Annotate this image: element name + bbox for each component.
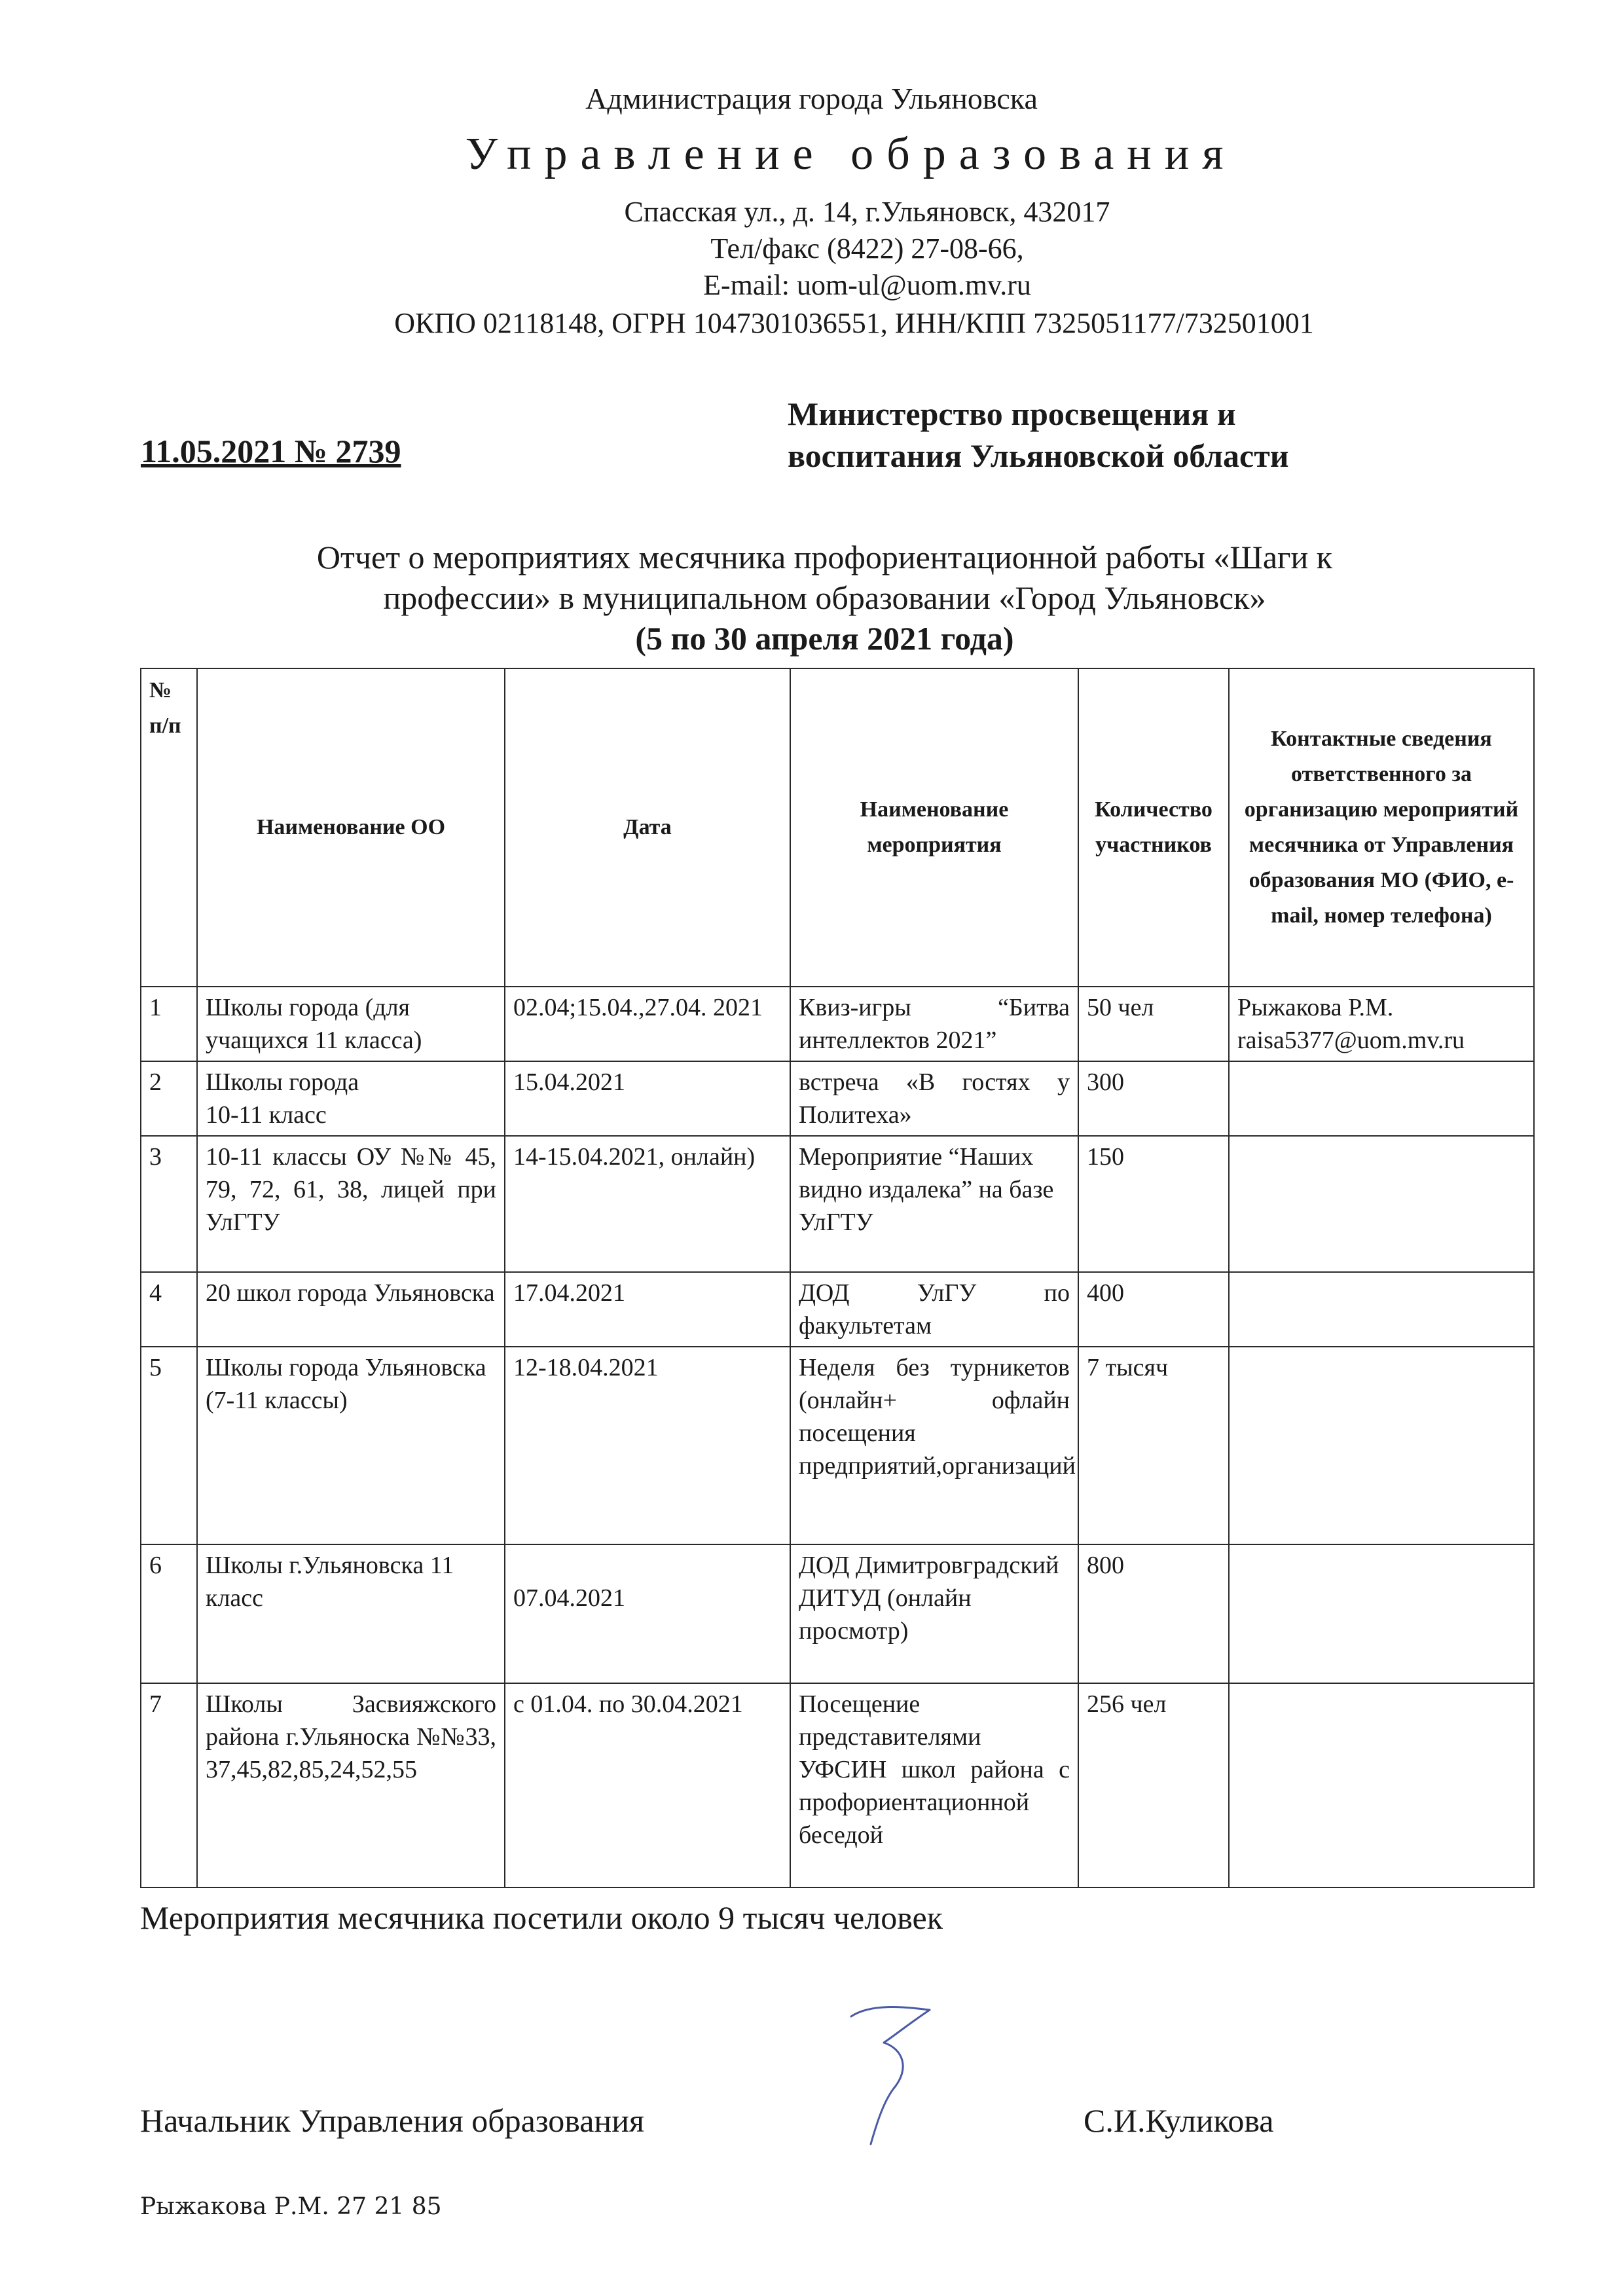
cell-org: Школы Засвияжского района г.Ульяноска №№33, 37,45,82,85,24,52,55 [197, 1683, 505, 1887]
cell-date: с 01.04. по 30.04.2021 [505, 1683, 790, 1887]
cell-event: ДОД Димитровградский ДИТУД (онлайн просмотр) [790, 1544, 1078, 1683]
table-row [141, 1061, 1534, 1136]
cell-count: 50 чел [1078, 987, 1229, 1061]
cell-num: 5 [141, 1347, 197, 1544]
recipient-line-2: воспитания Ульяновской области [788, 437, 1289, 474]
cell-count: 150 [1078, 1136, 1229, 1272]
cell-date: 02.04;15.04.,27.04. 2021 [505, 987, 790, 1061]
recipient [788, 393, 1289, 477]
cell-event: Посещение представителями УФСИН школ района с профориентационной беседой [790, 1683, 1078, 1887]
cell-count: 300 [1078, 1061, 1229, 1136]
cell-event: ДОД УлГУ по факультетам [790, 1272, 1078, 1347]
report-title [0, 537, 1623, 659]
header-org: Наименование ОО [197, 668, 505, 987]
header-num: № п/п [141, 668, 197, 987]
cell-contact [1229, 1136, 1534, 1272]
recipient-line-1: Министерство просвещения и [788, 395, 1236, 432]
signatory-position: Начальник Управления образования [140, 2102, 644, 2139]
title-line-1: Отчет о мероприятиях месячника профориентационной работы «Шаги к [316, 539, 1333, 575]
cell-org: Школы г.Ульяновска 11 класс [197, 1544, 505, 1683]
cell-org: 20 школ города Ульяновска [197, 1272, 505, 1347]
cell-num: 6 [141, 1544, 197, 1683]
contact-block [0, 194, 1623, 304]
address: Спасская ул., д. 14, г.Ульяновск, 432017 [624, 196, 1110, 228]
summary-text: Мероприятия месячника посетили около 9 тысяч человек [140, 1899, 943, 1936]
cell-contact: Рыжакова Р.М. raisa5377@uom.mv.ru [1229, 987, 1534, 1061]
cell-contact [1229, 1347, 1534, 1544]
cell-num: 1 [141, 987, 197, 1061]
table-row [141, 1544, 1534, 1683]
cell-contact [1229, 1683, 1534, 1887]
table-row [141, 1136, 1534, 1272]
cell-date: 14-15.04.2021, онлайн) [505, 1136, 790, 1272]
cell-num: 4 [141, 1272, 197, 1347]
cell-event: Неделя без турникетов (онлайн+ офлайн посещения предприятий,организаций [790, 1347, 1078, 1544]
title-line-2: профессии» в муниципальном образовании «Город Ульяновск» [383, 579, 1266, 616]
cell-count: 7 тысяч [1078, 1347, 1229, 1544]
handwritten-signature [831, 1997, 936, 2154]
cell-org: 10-11 классы ОУ №№ 45, 79, 72, 61, 38, лицей при УлГТУ [197, 1136, 505, 1272]
executor-contact: Рыжакова Р.М. 27 21 85 [140, 2193, 442, 2220]
cell-num: 7 [141, 1683, 197, 1887]
header-event: Наименование мероприятия [790, 668, 1078, 987]
cell-date: 15.04.2021 [505, 1061, 790, 1136]
cell-count: 256 чел [1078, 1683, 1229, 1887]
cell-num: 2 [141, 1061, 197, 1136]
cell-date: 07.04.2021 [505, 1544, 790, 1683]
cell-contact [1229, 1061, 1534, 1136]
cell-event: встреча «В гостях у Политеха» [790, 1061, 1078, 1136]
table-header-row [141, 668, 1534, 987]
cell-count: 400 [1078, 1272, 1229, 1347]
table-row [141, 1272, 1534, 1347]
table-row [141, 1683, 1534, 1887]
cell-org: Школы города (для учащихся 11 класса) [197, 987, 505, 1061]
header-date: Дата [505, 668, 790, 987]
phone: Тел/факс (8422) 27-08-66, [710, 232, 1024, 264]
cell-num: 3 [141, 1136, 197, 1272]
cell-contact [1229, 1544, 1534, 1683]
document-number: 11.05.2021 № 2739 [141, 433, 401, 469]
report-table [140, 668, 1535, 1888]
cell-org: Школы города Ульяновска (7-11 классы) [197, 1347, 505, 1544]
cell-date: 17.04.2021 [505, 1272, 790, 1347]
table-row [141, 1347, 1534, 1544]
header-contact: Контактные сведения ответственного за организацию мероприятий месячника от Управления образования МО (ФИО, e-mail, номер телефона) [1229, 668, 1534, 987]
requisites: ОКПО 02118148, ОГРН 1047301036551, ИНН/КПП 7325051177/732501001 [394, 307, 1314, 339]
cell-event: Мероприятие “Наших видно издалека” на базе УлГТУ [790, 1136, 1078, 1272]
cell-date: 12-18.04.2021 [505, 1347, 790, 1544]
header-count: Количество участников [1078, 668, 1229, 987]
table-row [141, 987, 1534, 1061]
email: E-mail: uom-ul@uom.mv.ru [703, 269, 1031, 301]
department-name: Управление образования [465, 129, 1237, 179]
cell-event: Квиз-игры “Битва интеллектов 2021” [790, 987, 1078, 1061]
cell-count: 800 [1078, 1544, 1229, 1683]
title-period: (5 по 30 апреля 2021 года) [635, 620, 1014, 657]
signatory-name: С.И.Куликова [1084, 2102, 1274, 2139]
administration-name: Администрация города Ульяновска [585, 82, 1038, 115]
cell-org: Школы города 10-11 класс [197, 1061, 505, 1136]
cell-contact [1229, 1272, 1534, 1347]
